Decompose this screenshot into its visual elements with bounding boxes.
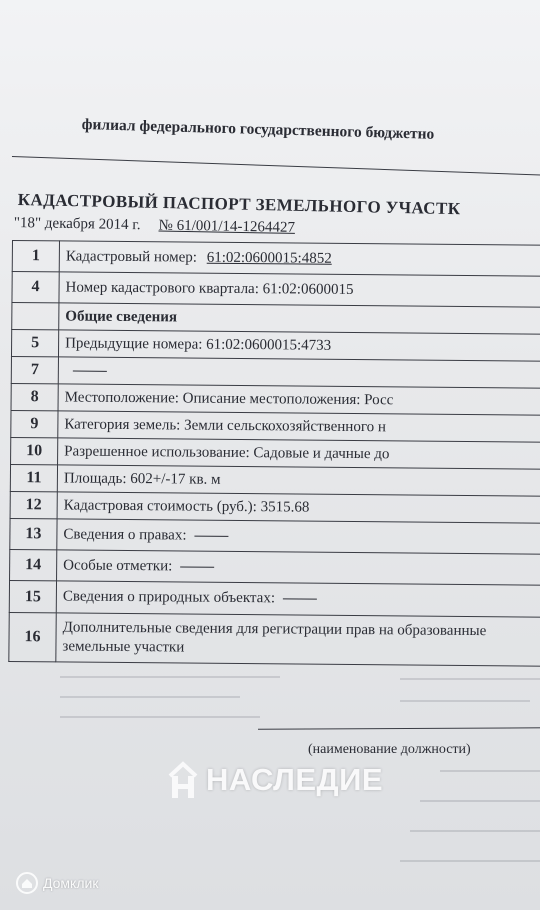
- table-row: [10, 518, 540, 554]
- row-number: 8: [11, 383, 58, 410]
- table-row: [12, 272, 540, 308]
- section-heading: Общие сведения: [59, 303, 540, 334]
- cadastral-number-value: 61:02:0600015:4852: [206, 249, 332, 267]
- row-text: Предыдущие номера: 61:02:0600015:4733: [58, 330, 540, 361]
- row-number: 11: [10, 464, 57, 491]
- row-number: 12: [10, 491, 57, 518]
- row-number: [12, 303, 59, 330]
- document-title: КАДАСТРОВЫЙ ПАСПОРТ ЗЕМЕЛЬНОГО УЧАСТК: [17, 190, 461, 219]
- row-number: 13: [10, 518, 57, 549]
- organization-line: филиал федерального государственного бюджетно: [81, 116, 435, 143]
- row-text: [57, 550, 540, 585]
- row-number: 4: [12, 272, 59, 303]
- row-text: [57, 519, 540, 554]
- agency-watermark-text: НАСЛЕДИЕ: [206, 762, 384, 797]
- site-watermark: [16, 872, 98, 894]
- table-row: [9, 612, 540, 666]
- document-number: № 61/001/14-1264427: [158, 217, 296, 236]
- domclick-logo-icon: [16, 872, 38, 894]
- row-text: Местоположение: Описание местоположения: Росс: [58, 384, 540, 415]
- row-number: 9: [11, 410, 58, 437]
- empty-dash: [195, 535, 229, 536]
- issue-date: "18" декабря 2014 г.: [13, 215, 141, 234]
- empty-dash: [283, 598, 317, 599]
- empty-dash: [73, 370, 107, 371]
- natural-objects-label: Сведения о природных объектах:: [62, 588, 276, 607]
- position-caption: (наименование должности): [308, 742, 471, 757]
- row-number: 16: [9, 612, 56, 661]
- row-text: Разрешенное использование: Садовые и дачные до: [58, 438, 540, 469]
- house-h-logo-icon: [166, 760, 200, 800]
- row-number: 7: [11, 356, 58, 383]
- cadastral-number-label: Кадастровый номер:: [65, 247, 198, 266]
- agency-watermark: [166, 760, 383, 800]
- row-number: 1: [12, 241, 59, 272]
- row-text: Дополнительные сведения для регистрации прав на образованные земельные участки: [56, 613, 540, 666]
- header-rule: [12, 156, 540, 176]
- row-text: Площадь: 602+/-17 кв. м: [57, 465, 540, 496]
- empty-dash: [180, 566, 214, 567]
- row-text: [58, 357, 540, 388]
- table-row: [10, 549, 540, 585]
- special-marks-label: Особые отметки:: [63, 556, 173, 574]
- row-number: 5: [11, 330, 58, 357]
- cadastral-table: [8, 240, 540, 667]
- row-number: 10: [11, 437, 58, 464]
- row-text: Кадастровая стоимость (руб.): 3515.68: [57, 492, 540, 523]
- rights-label: Сведения о правах:: [63, 525, 187, 544]
- table-row: [9, 580, 540, 617]
- table-row: [12, 241, 540, 277]
- row-number: 14: [10, 549, 57, 580]
- site-watermark-text: Домклик: [43, 875, 99, 891]
- row-text: [59, 241, 540, 276]
- row-number: 15: [9, 580, 56, 612]
- row-text: [56, 581, 540, 617]
- row-text: Категория земель: Земли сельскохозяйственного н: [58, 411, 540, 442]
- row-text: Номер кадастрового квартала: 61:02:0600015: [59, 272, 540, 307]
